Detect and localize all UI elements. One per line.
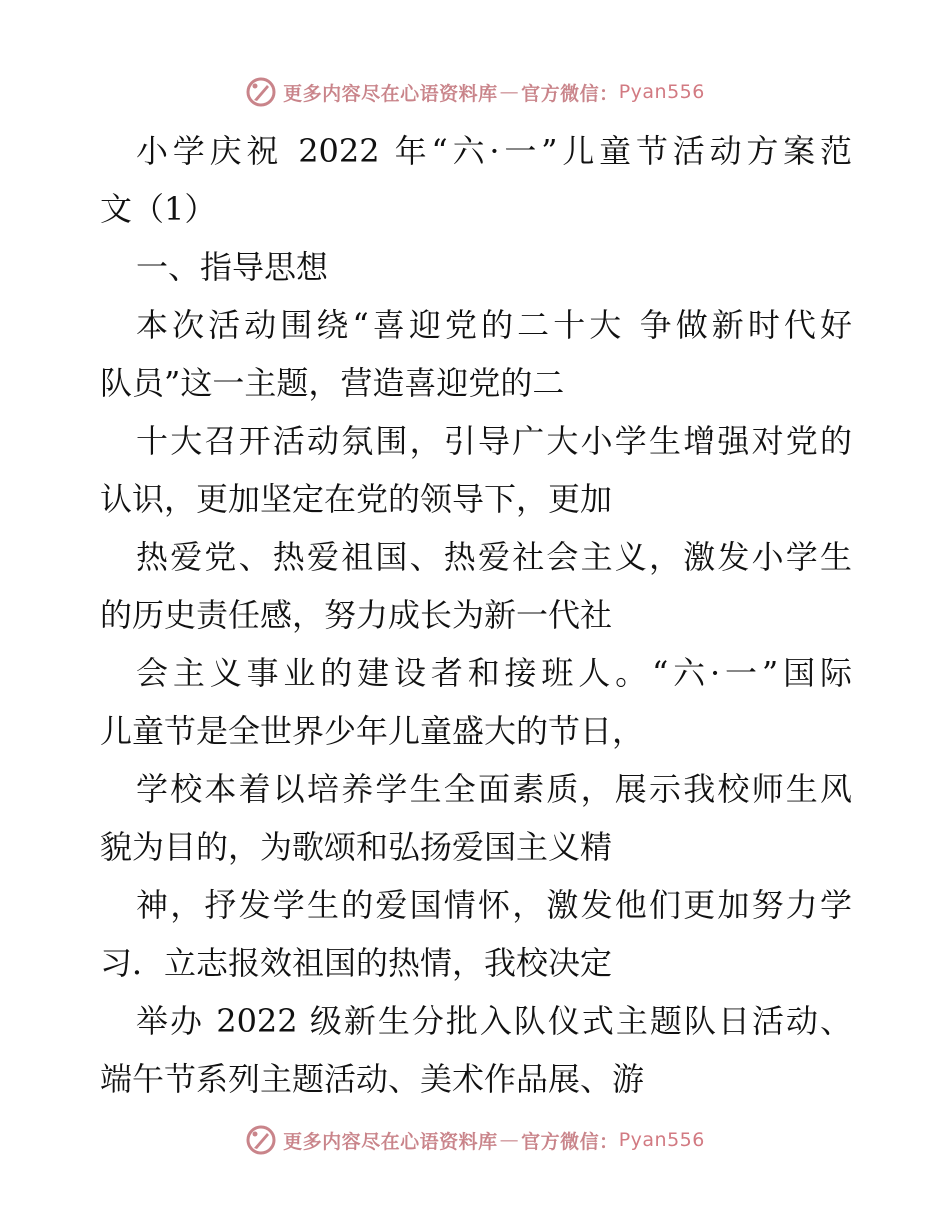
watermark-wechat-label: 官方微信： bbox=[521, 1130, 619, 1153]
watermark-text: 更多内容尽在心语资料库 bbox=[283, 1130, 498, 1153]
paragraph-line: 儿童节是全世界少年儿童盛大的节日， bbox=[100, 712, 645, 750]
paragraph-line: 学校本着以培养学生全面素质，展示我校师生风 bbox=[136, 770, 852, 808]
paragraph-line: 神，抒发学生的爱国情怀，激发他们更加努力学 bbox=[136, 886, 852, 924]
paragraph-line: 认识，更加坚定在党的领导下，更加 bbox=[100, 480, 613, 518]
paragraph-line: 习．立志报效祖国的热情，我校决定 bbox=[100, 944, 613, 982]
paragraph-line: 本次活动围绕“喜迎党的二十大 争做新时代好 bbox=[136, 306, 852, 344]
section-heading: 一、指导思想 bbox=[136, 248, 329, 286]
paragraph-line: 会主义事业的建设者和接班人。“六·一”国际 bbox=[136, 654, 852, 692]
doc-title-line-2: 文（1） bbox=[100, 190, 217, 228]
document-body bbox=[100, 122, 852, 1108]
paragraph-line: 队员”这一主题，营造喜迎党的二 bbox=[100, 364, 565, 402]
watermark-wechat-id: Pyan556 bbox=[618, 1129, 705, 1151]
doc-title-line-1: 小学庆祝 2022 年“六·一”儿童节活动方案范 bbox=[136, 132, 852, 170]
watermark-text: 更多内容尽在心语资料库 bbox=[283, 82, 498, 105]
watermark-separator: — bbox=[499, 81, 520, 103]
paragraph-line: 热爱党、热爱祖国、热爱社会主义，激发小学生 bbox=[136, 538, 852, 576]
watermark-wechat-label: 官方微信： bbox=[521, 82, 619, 105]
paragraph-line: 十大召开活动氛围，引导广大小学生增强对党的 bbox=[136, 422, 852, 460]
watermark-footer bbox=[0, 1120, 950, 1160]
paragraph-line: 的历史责任感，努力成长为新一代社 bbox=[100, 596, 613, 634]
watermark-header bbox=[0, 72, 950, 112]
watermark-wechat-id: Pyan556 bbox=[618, 81, 705, 103]
watermark-separator: — bbox=[499, 1129, 520, 1151]
paragraph-line: 端午节系列主题活动、美术作品展、游 bbox=[100, 1060, 645, 1098]
feather-logo-icon bbox=[245, 76, 277, 108]
paragraph-line: 貌为目的，为歌颂和弘扬爱国主义精 bbox=[100, 828, 613, 866]
feather-logo-icon bbox=[245, 1124, 277, 1156]
paragraph-line: 举办 2022 级新生分批入队仪式主题队日活动、 bbox=[136, 1002, 852, 1040]
